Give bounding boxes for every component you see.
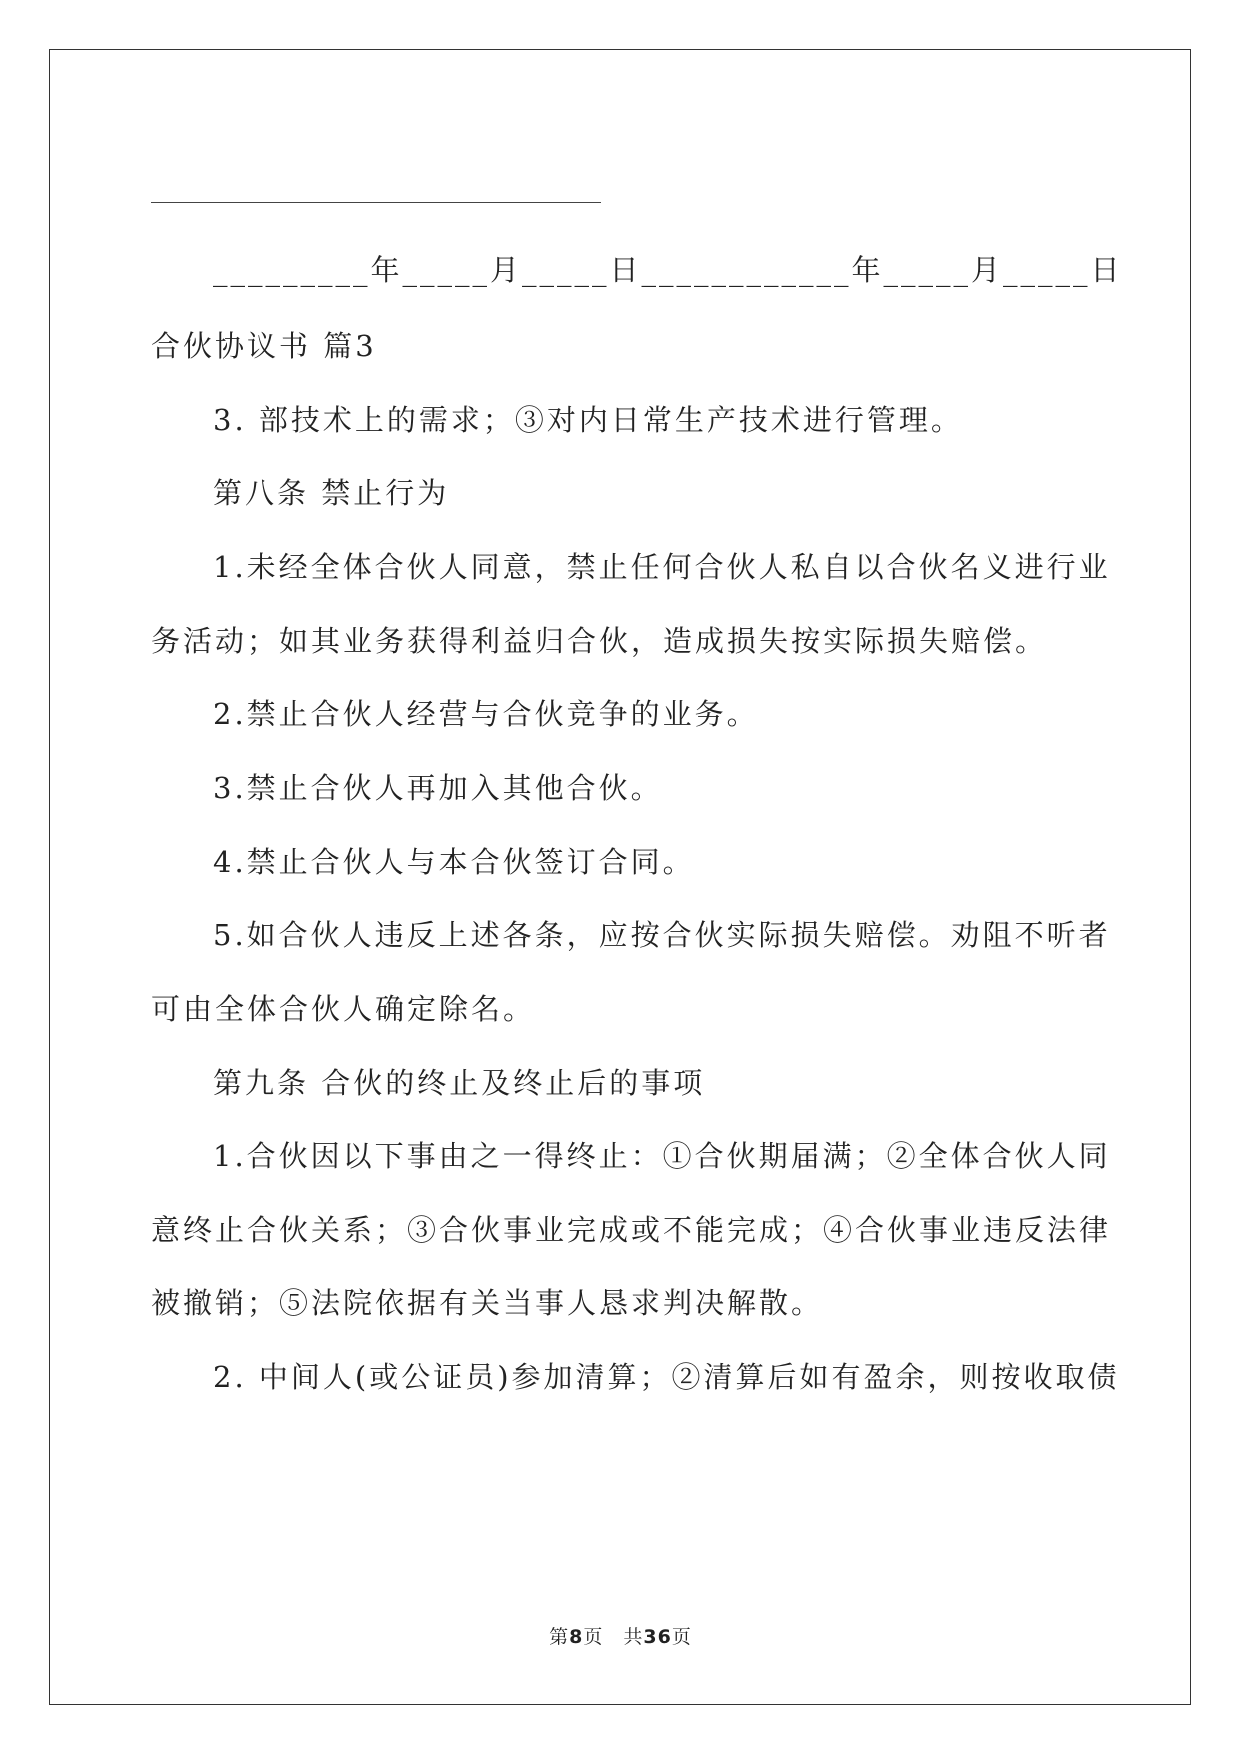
paragraph-line: 被撤销；⑤法院依据有关当事人恳求判决解散。 [151,1286,824,1320]
page-footer [0,1622,1241,1649]
footer-mid: 页 共 [583,1626,644,1648]
date-line: _________年_____月_____日____________年_____月_____日 [213,253,1123,287]
paragraph-line: 3.禁止合伙人再加入其他合伙。 [213,771,663,805]
paragraph-line: 第九条 合伙的终止及终止后的事项 [213,1066,706,1100]
paragraph-line: 务活动；如其业务获得利益归合伙，造成损失按实际损失赔偿。 [151,624,1048,658]
paragraph-line: 第八条 禁止行为 [213,476,450,510]
paragraph-line: 5.如合伙人违反上述各条，应按合伙实际损失赔偿。劝阻不听者 [213,918,1111,952]
paragraph-line: 2.禁止合伙人经营与合伙竞争的业务。 [213,697,759,731]
footer-page-number: 8 [569,1626,584,1648]
paragraph-line: 3. 部技术上的需求；③对内日常生产技术进行管理。 [213,403,963,437]
paragraph-line: 2. 中间人(或公证员)参加清算；②清算后如有盈余，则按收取债 [213,1360,1120,1394]
paragraph-line: 可由全体合伙人确定除名。 [151,992,536,1026]
footer-total-pages: 36 [643,1626,672,1648]
footer-suffix: 页 [671,1626,692,1648]
section-title: 合伙协议书 篇3 [151,329,377,363]
signature-line [151,202,601,203]
paragraph-line: 4.禁止合伙人与本合伙签订合同。 [213,845,695,879]
paragraph-line: 1.合伙因以下事由之一得终止：①合伙期届满；②全体合伙人同 [213,1139,1111,1173]
paragraph-line: 1.未经全体合伙人同意，禁止任何合伙人私自以合伙名义进行业 [213,550,1111,584]
footer-prefix: 第 [549,1626,570,1648]
paragraph-line: 意终止合伙关系；③合伙事业完成或不能完成；④合伙事业违反法律 [151,1213,1112,1247]
